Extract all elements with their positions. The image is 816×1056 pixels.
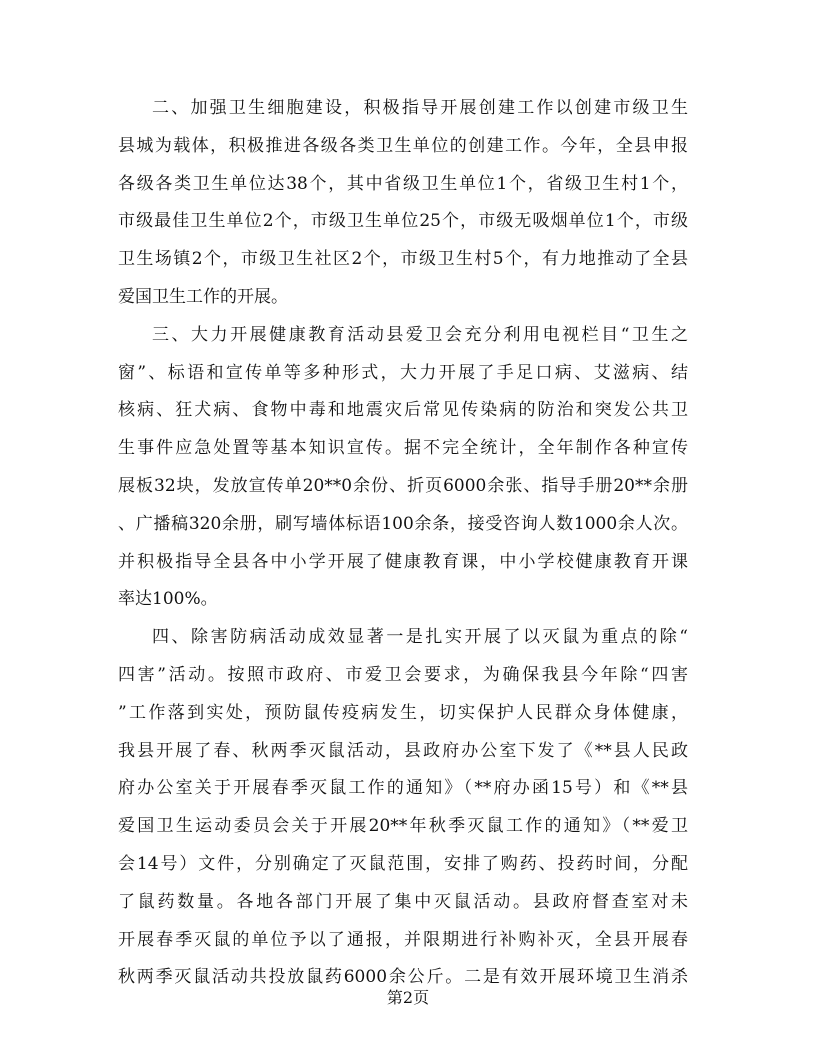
paragraph-line: 县城为载体，积极推进各级各类卫生单位的创建工作。今年，全县申报: [118, 135, 688, 156]
paragraph-line: 四、除害防病活动成效显著一是扎实开展了以灭鼠为重点的除“: [152, 627, 688, 648]
paragraph-line: 卫生场镇2个，市级卫生社区2个，市级卫生村5个，有力地推动了全县: [118, 249, 688, 270]
paragraph-line: 爱国卫生工作的开展。: [118, 286, 288, 307]
paragraph-line: 秋两季灭鼠活动共投放鼠药6000余公斤。二是有效开展环境卫生消杀: [118, 967, 688, 988]
paragraph-line: 并积极指导全县各中小学开展了健康教育课，中小学校健康教育开课: [118, 551, 688, 572]
paragraph-line: 核病、狂犬病、食物中毒和地震灾后常见传染病的防治和突发公共卫: [118, 400, 688, 421]
paragraph-line: 市级最佳卫生单位2个，市级卫生单位25个，市级无吸烟单位1个，市级: [118, 211, 688, 232]
paragraph-line: 会14号）文件，分别确定了灭鼠范围，安排了购药、投药时间，分配: [118, 853, 688, 874]
paragraph-line: ”工作落到实处，预防鼠传疫病发生，切实保护人民群众身体健康，: [118, 702, 688, 723]
page-number: 第2页: [386, 988, 430, 1007]
paragraph-line: 各级各类卫生单位达38个，其中省级卫生单位1个，省级卫生村1个，: [118, 173, 688, 194]
paragraph-line: 率达100%。: [118, 589, 218, 610]
paragraph: [118, 619, 688, 997]
paragraph-line: 三、大力开展健康教育活动县爱卫会充分利用电视栏目“卫生之: [152, 324, 688, 345]
paragraph-line: 开展春季灭鼠的单位予以了通报，并限期进行补购补灭，全县开展春: [118, 929, 688, 950]
paragraph-line: 了鼠药数量。各地各部门开展了集中灭鼠活动。县政府督查室对未: [118, 891, 688, 912]
paragraph-line: 二、加强卫生细胞建设，积极指导开展创建工作以创建市级卫生: [152, 98, 688, 118]
paragraph-line: 生事件应急处置等基本知识宣传。据不完全统计，全年制作各种宣传: [118, 438, 688, 459]
paragraph-line: 、广播稿320余册，刷写墙体标语100余条，接受咨询人数1000余人次。: [118, 513, 688, 534]
paragraph-line: 展板32块，发放宣传单20**0余份、折页6000余张、指导手册20**余册: [118, 475, 688, 496]
paragraph-line: 爱国卫生运动委员会关于开展20**年秋季灭鼠工作的通知》（**爱卫: [118, 816, 688, 837]
paragraph-line: 我县开展了春、秋两季灭鼠活动，县政府办公室下发了《**县人民政: [118, 740, 688, 761]
paragraph: [118, 317, 688, 619]
body-text: [118, 90, 688, 997]
paragraph-line: 四害”活动。按照市政府、市爱卫会要求，为确保我县今年除“四害: [118, 664, 688, 685]
paragraph-line: 窗”、标语和宣传单等多种形式，大力开展了手足口病、艾滋病、结: [118, 362, 688, 383]
paragraph-line: 府办公室关于开展春季灭鼠工作的通知》（**府办函15号）和《**县: [118, 778, 688, 799]
paragraph: [118, 90, 688, 317]
